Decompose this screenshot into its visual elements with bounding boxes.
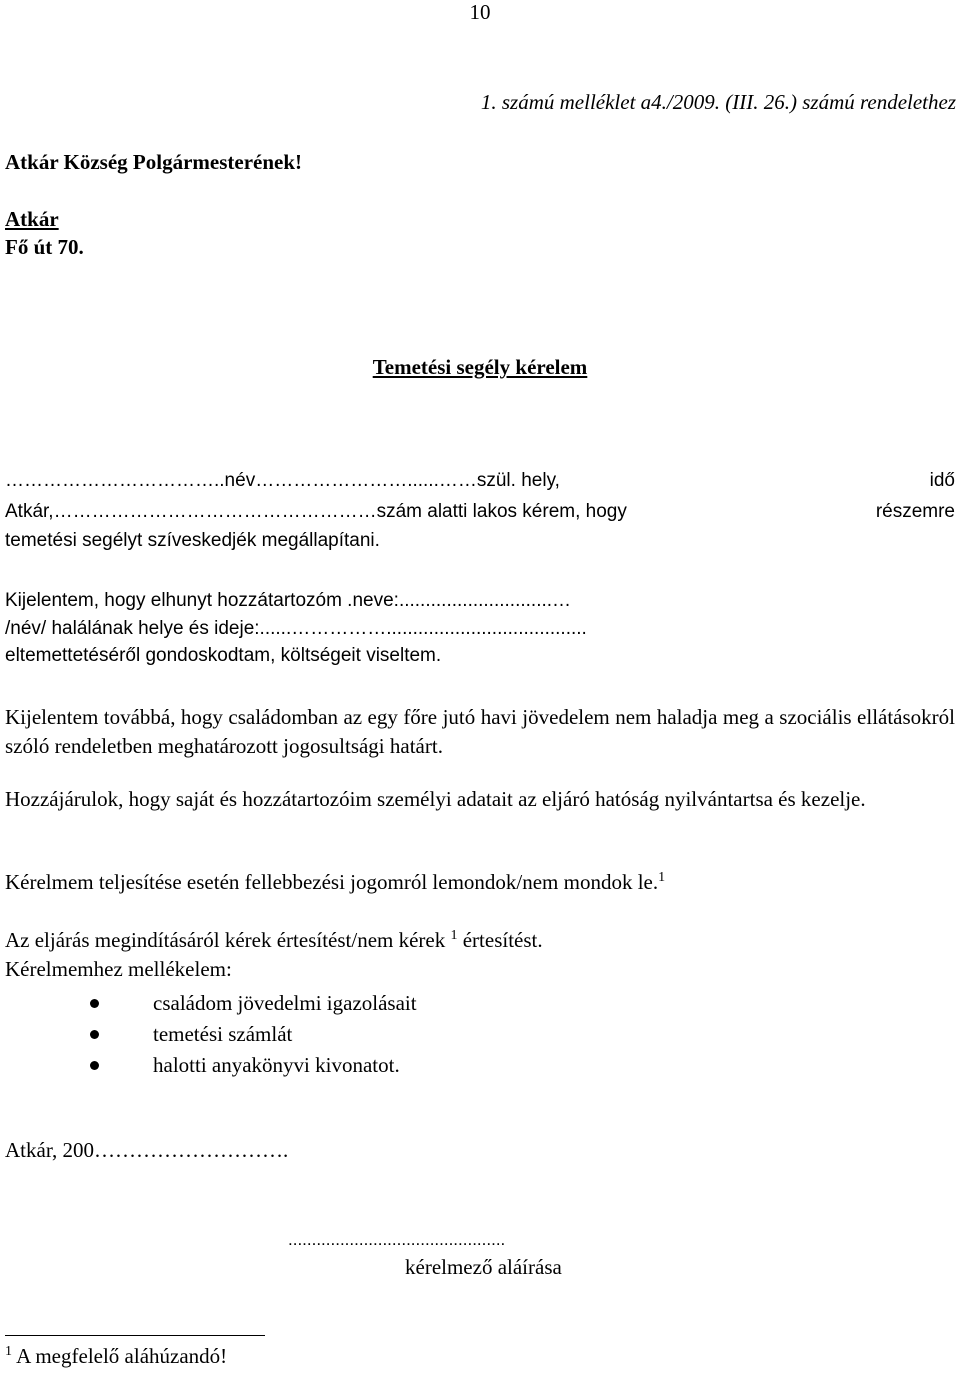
footnote-ref: 1 [658, 870, 666, 885]
applicant-line-1-end: idő [929, 470, 955, 491]
deceased-line-2: /név/ halálának helye és ideje:......……………...................................... [5, 618, 587, 639]
footnote [5, 1344, 227, 1369]
attachments-list [90, 988, 417, 1081]
attachment-label: halotti anyakönyvi kivonatot. [153, 1053, 400, 1077]
list-item [90, 1050, 417, 1081]
applicant-line-1: ……………………………..név……………………......……szül. hely, [5, 470, 560, 491]
place-date: Atkár, 200………………………. [5, 1138, 289, 1162]
attachment-label: családom jövedelmi igazolásait [153, 991, 417, 1015]
list-item [90, 988, 417, 1019]
income-statement: Kijelentem továbbá, hogy családomban az egy főre jutó havi jövedelem nem haladja meg a szociális ellátásokról szóló rendeletben meghatározott jogosultsági határt. [5, 705, 955, 758]
bullet-icon [90, 1030, 99, 1039]
signature-label: kérelmező aláírása [405, 1255, 562, 1279]
list-item [90, 1019, 417, 1050]
notify-text-end: értesítést. [462, 928, 543, 952]
addressee-name: Atkár Község Polgármesterének! [5, 150, 303, 174]
annex-title: 1. számú melléklet a4./2009. (III. 26.) számú rendelethez [480, 90, 956, 114]
footnote-text: A megfelelő aláhúzandó! [16, 1344, 228, 1368]
notify-text: Az eljárás megindításáról kérek értesítést/nem kérek [5, 928, 446, 952]
addressee-city: Atkár [5, 207, 59, 231]
attachment-label: temetési számlát [153, 1022, 293, 1046]
footnote-number: 1 [5, 1344, 12, 1359]
footnote-ref: 1 [450, 928, 458, 943]
bullet-icon [90, 999, 99, 1008]
applicant-line-2-end: részemre [875, 501, 955, 522]
signature-line: .............................................. [288, 1230, 506, 1249]
appeal-statement [5, 870, 665, 895]
footnote-divider [5, 1335, 265, 1336]
deceased-line-3: eltemettetéséről gondoskodtam, költségeit viseltem. [5, 645, 442, 666]
page-number: 10 [469, 0, 491, 24]
applicant-line-3: temetési segélyt szíveskedjék megállapítani. [5, 530, 380, 551]
consent-statement: Hozzájárulok, hogy saját és hozzátartozóim személyi adatait az eljáró hatóság nyilvántartsa és kezelje. [5, 787, 866, 811]
bullet-icon [90, 1061, 99, 1070]
applicant-line-2: Atkár,……………………………………………szám alatti lakos kérem, hogy [5, 501, 627, 522]
notify-statement [5, 928, 543, 953]
addressee-street: Fő út 70. [5, 235, 84, 259]
deceased-line-1: Kijelentem, hogy elhunyt hozzátartozóm .neve:.............................… [5, 590, 572, 611]
attachments-label: Kérelmemhez mellékelem: [5, 957, 232, 981]
form-title: Temetési segély kérelem [372, 355, 588, 379]
appeal-text: Kérelmem teljesítése esetén fellebbezési jogomról lemondok/nem mondok le. [5, 870, 659, 894]
